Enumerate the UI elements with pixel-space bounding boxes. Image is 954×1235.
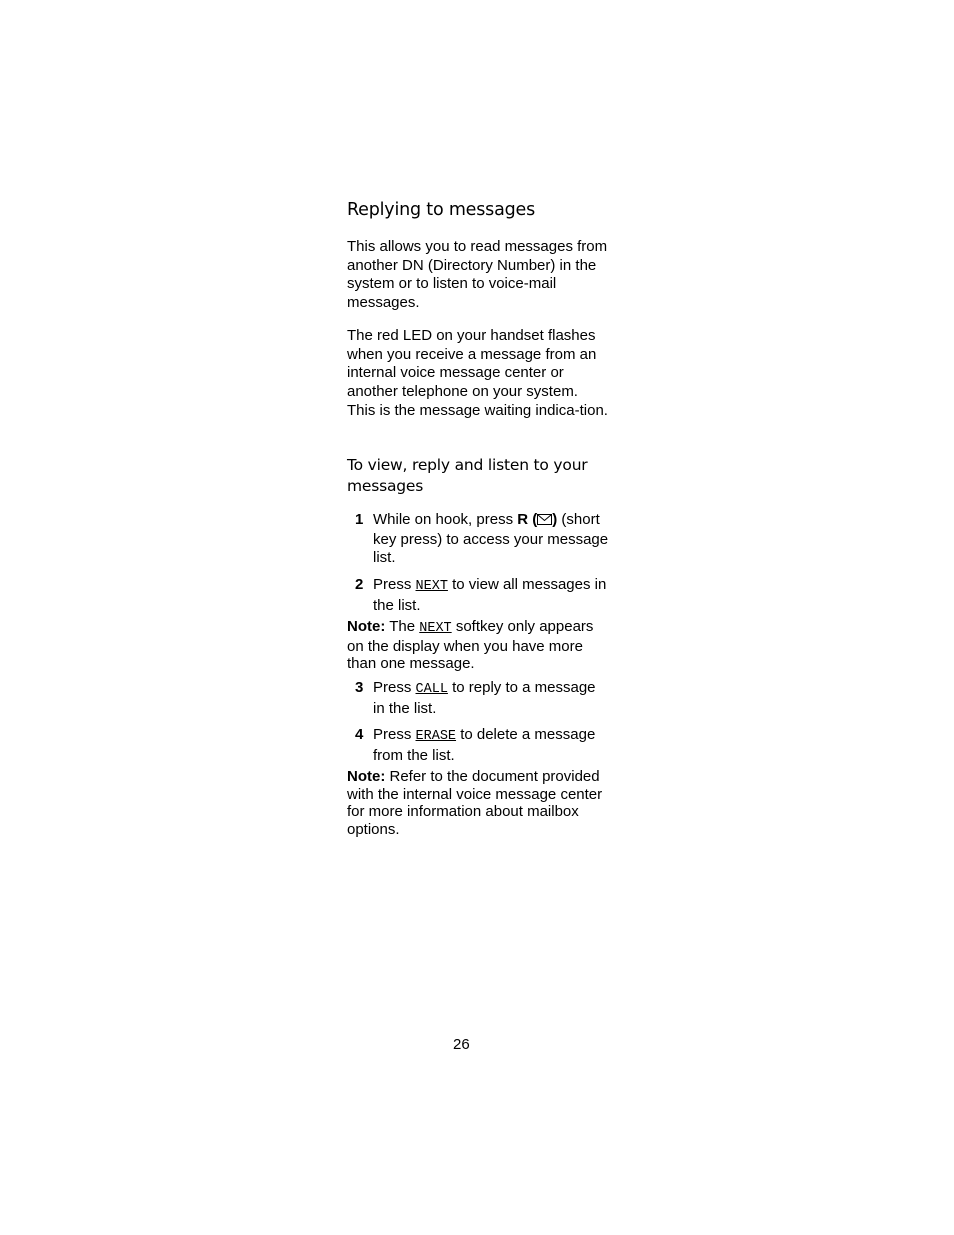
- step-text-pre: Press: [373, 576, 416, 593]
- note-text-post: softkey only appears on the display when you have more than one message.: [347, 618, 594, 672]
- note-mailbox-options: [347, 768, 609, 838]
- led-paragraph: The red LED on your handset flashes when you receive a message from an internal voice message center or another telephone on your system. This is the message waiting indica-tion.: [347, 327, 608, 419]
- step-1: [355, 511, 611, 568]
- page-number: 26: [453, 1036, 470, 1053]
- step-3: [355, 679, 611, 718]
- envelope-icon: [537, 512, 552, 531]
- step-number: 1: [355, 511, 364, 528]
- softkey-erase: ERASE: [415, 729, 457, 744]
- softkey-next: NEXT: [419, 621, 452, 636]
- note-next-softkey: [347, 618, 609, 673]
- section-title: Replying to messages: [347, 200, 535, 220]
- step-number: 3: [355, 679, 364, 696]
- key-r-close: ): [552, 511, 558, 528]
- note-label: Note:: [347, 768, 386, 785]
- step-number: 2: [355, 576, 364, 593]
- softkey-next: NEXT: [415, 579, 448, 594]
- step-text-pre: Press: [373, 726, 416, 743]
- step-number: 4: [355, 726, 364, 743]
- key-r-label: R (: [517, 511, 538, 528]
- softkey-call: CALL: [415, 682, 448, 697]
- step-text-post: to delete a message from the list.: [373, 726, 596, 764]
- step-text-post: (short key press) to access your message list.: [373, 511, 609, 567]
- step-text-pre: While on hook, press: [373, 511, 518, 528]
- subsection-title: To view, reply and listen to your messages: [347, 456, 588, 495]
- note-text: Refer to the document provided with the internal voice message center for more information about mailbox options.: [347, 768, 603, 838]
- intro-paragraph: This allows you to read messages from another DN (Directory Number) in the system or to listen to voice-mail messages.: [347, 238, 608, 312]
- step-text-post: to view all messages in the list.: [373, 576, 607, 614]
- step-4: [355, 726, 611, 765]
- note-text-pre: The: [385, 618, 420, 635]
- note-label: Note:: [347, 618, 386, 635]
- step-text-post: to reply to a message in the list.: [373, 679, 596, 717]
- step-2: [355, 576, 611, 615]
- step-text-pre: Press: [373, 679, 416, 696]
